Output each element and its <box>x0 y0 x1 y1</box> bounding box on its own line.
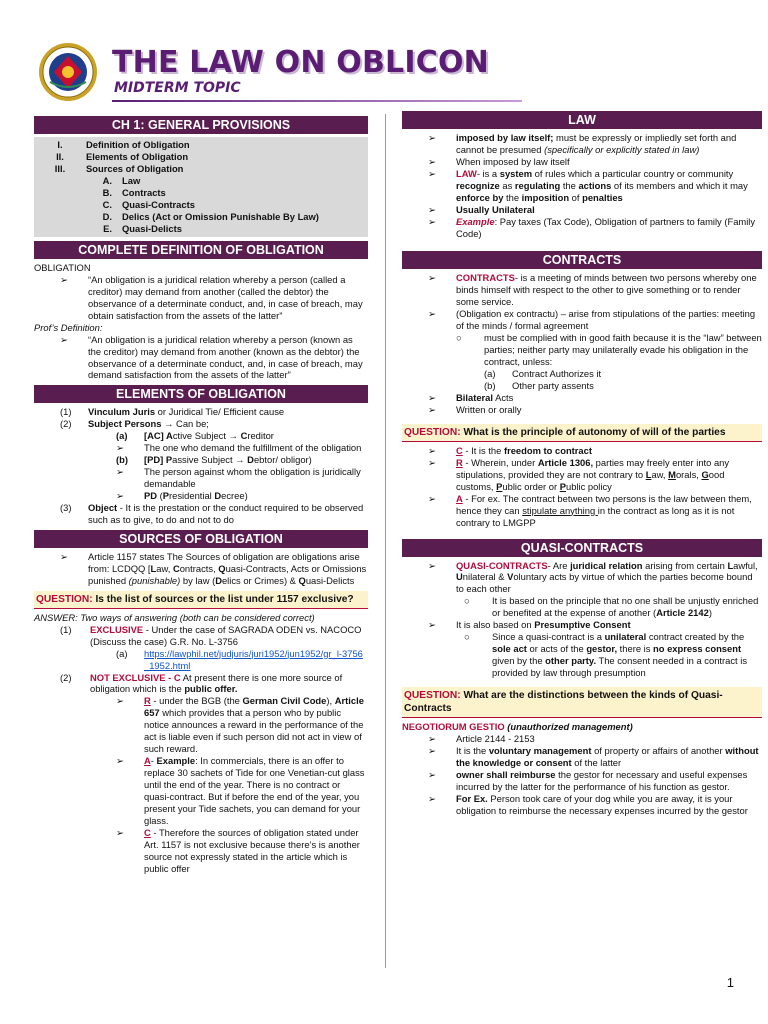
crac-item: ➢ A - For ex. The contract between two persons is the law between them, hence they can stipulate anything in the contract as long as it is not contrary to LMGPP <box>428 492 752 528</box>
negotiorum-gestio-title: NEGOTIORUM GESTIO (unauthorized management) <box>402 721 633 733</box>
right-column <box>402 114 762 817</box>
sources-heading: SOURCES OF OBLIGATION <box>34 530 368 548</box>
toc-subitem: C. Quasi-Contracts <box>102 199 195 210</box>
law-item: ➢ Example: Pay taxes (Tax Code), Obligation of partners to family (Family Code) <box>428 215 756 239</box>
law-item: ➢ imposed by law itself; must be expressly or impliedly set forth and cannot be presumed (specifically or explicitly stated in law) <box>428 132 737 155</box>
law-item: ➢ LAW- is a system of rules which a particular country or community recognize as regulating the actions of its members and which it may enforce by the imposition of penalties <box>428 167 748 203</box>
answer-item: (2) NOT EXCLUSIVE - C At present there is one more source of obligation which is the public offer. <box>60 671 343 695</box>
toc-item: II. Elements of Obligation <box>56 151 189 162</box>
element-detail: ➢ The one who demand the fulfillment of the obligation <box>116 442 362 454</box>
quasi-subitem: ○ It is based on the principle that no one shall be unjustly enriched or benefited at the expense of another (Article 2142) <box>464 595 759 619</box>
contracts-item: ➢ Bilateral Acts <box>428 391 514 403</box>
title-underline <box>112 100 522 102</box>
obligation-label: OBLIGATION <box>34 262 91 273</box>
toc-item: III. Sources of Obligation <box>54 163 184 174</box>
contracts-item: ➢ CONTRACTS- is a meeting of minds between two persons whereby one binds himself with respect to the other to give something or to render some service. <box>428 272 757 308</box>
toc-subitem: B. Contracts <box>102 187 166 198</box>
contracts-subitem: ○ must be complied with in good faith because it is the “law” between parties; neither party may unilaterally evade his obligation in the contract, unless: <box>456 332 762 367</box>
element-item: (3) Object - It is the prestation or the conduct required to be observed such as to give, to do and not to do <box>60 501 364 525</box>
contracts-subsubitem: (a) Contract Authorizes it <box>484 367 602 379</box>
contracts-subsubitem: (b) Other party assents <box>484 379 594 391</box>
law-item: ➢ Usually Unilateral <box>428 203 535 215</box>
case-link[interactable]: https://lawphil.net/judjuris/juri1952/jun1952/gr_l-3756_1952.html <box>144 647 363 671</box>
column-divider <box>385 114 386 968</box>
prof-definition-label: Prof’s Definition: <box>34 321 103 333</box>
page-number: 1 <box>726 975 734 990</box>
crac-item: ➢ R - Wherein, under Article 1306, parties may freely enter into any stipulations, provided they are not contrary to Law, Morals, Good customs, Public order or Public policy <box>428 456 730 492</box>
prof-definition-quote: ➢ “An obligation is a juridical relation whereby a person (known as the creditor) may demand from another (known as the debtor) the observance of a determinate conduct, and, in case of breach, may demand satisfaction from the assets of the latter” <box>60 333 363 381</box>
elements-heading: ELEMENTS OF OBLIGATION <box>34 385 368 403</box>
element-subitem: (a) [AC] Active Subject → Creditor <box>116 430 274 442</box>
element-item: (2) Subject Persons → Can be; <box>60 418 209 430</box>
answer-label: ANSWER: Two ways of answering (both can be considered correct) <box>34 611 315 623</box>
university-seal-icon <box>38 42 98 102</box>
toc-list <box>34 137 368 237</box>
gestio-item: ➢ Article 2144 - 2153 <box>428 733 535 745</box>
case-link-item: (a) https://lawphil.net/judjuris/juri1952/jun1952/gr_l-3756_1952.html <box>34 648 368 672</box>
toc-subitem: D. Delics (Act or Omission Punishable By Law) <box>102 211 319 222</box>
toc-subitem: E. Quasi-Delicts <box>103 223 182 234</box>
definition-quote: ➢ “An obligation is a juridical relation whereby a person (called a creditor) may demand from another (called the debtor) the observance of a determinate conduct, and, in case of breach, may obtain satisfaction from the assets of the latter” <box>60 273 363 321</box>
question-box: QUESTION: What are the distinctions between the kinds of Quasi-Contracts <box>402 687 762 719</box>
element-item: (1) Vinculum Juris or Juridical Tie/ Efficient cause <box>60 406 285 418</box>
page-title: THE LAW ON OBLICON <box>112 45 489 80</box>
ch1-heading: CH 1: GENERAL PROVISIONS <box>34 116 368 134</box>
toc-subitem: A. Law <box>102 175 141 186</box>
quasi-subitem: ○ Since a quasi-contract is a unilateral contract created by the sole act or acts of the gestor, there is no express consent given by the other party. The consent needed in a contract is provided by law through presumption <box>464 631 748 678</box>
element-subitem: (b) [PD] Passive Subject → Debtor/ obligor) <box>116 454 312 466</box>
toc-item: I. Definition of Obligation <box>57 139 190 150</box>
crac-item: ➢ C - It is the freedom to contract <box>428 444 592 456</box>
question-box: QUESTION: What is the principle of autonomy of will of the parties <box>402 424 762 442</box>
gestio-item: ➢ owner shall reimburse the gestor for necessary and useful expenses incurred by the latter for the performance of his function as gestor. <box>428 769 748 793</box>
law-heading: LAW <box>402 111 762 129</box>
answer-item: (1) EXCLUSIVE - Under the case of SAGRADA ODEN vs. NACOCO (Discuss the case) G.R. No. L-3756 <box>60 623 362 647</box>
question-box: QUESTION: Is the list of sources or the list under 1157 exclusive? <box>34 591 368 609</box>
element-detail: ➢ The person against whom the obligation is juridically demandable <box>116 466 361 489</box>
element-detail: ➢ PD (Presidential Decree) <box>116 489 248 501</box>
definition-heading: COMPLETE DEFINITION OF OBLIGATION <box>34 241 368 259</box>
rac-item: ➢ C - Therefore the sources of obligation stated under Art. 1157 is not exclusive because there’s is another source not expressly stated in the article which is public offer <box>116 826 360 874</box>
quasi-contracts-heading: QUASI-CONTRACTS <box>402 539 762 557</box>
quasi-item: ➢ QUASI-CONTRACTS- Are juridical relation arising from certain Lawful, Unilateral & Voluntary acts by virtue of which the parties become bound to each other <box>428 559 758 595</box>
gestio-item: ➢ It is the voluntary management of property or affairs of another without the knowledge or consent of the latter <box>428 745 759 769</box>
toc-sublist <box>34 175 368 235</box>
page-subtitle: MIDTERM TOPIC <box>114 80 241 96</box>
law-item: ➢ When imposed by law itself <box>428 155 570 167</box>
sources-article: ➢ Article 1157 states The Sources of obligation are obligations arise from: LCDQQ [Law, Contracts, Quasi-Contracts, Acts or Omissions punished (punishable) by law (Delics or Crimes) & Quasi-Delicts <box>60 550 367 586</box>
contracts-item: ➢ Written or orally <box>428 403 522 415</box>
contracts-heading: CONTRACTS <box>402 251 762 269</box>
page-header <box>0 0 768 110</box>
quasi-item: ➢ It is also based on Presumptive Consent <box>428 619 631 631</box>
rac-item: ➢ R - under the BGB (the German Civil Code), Article 657 which provides that a person who by public notice announces a reward in the performance of the act is liable even if such person did not act in view of such reward. <box>116 695 364 755</box>
contracts-item: ➢ (Obligation ex contractu) – arise from stipulations of the parties: meeting of the minds / formal agreement <box>428 308 756 332</box>
gestio-item: ➢ For Ex. Person took care of your dog while you are away, it is your obligation to reimburse the necessary expenses incurred by the gestor <box>428 793 748 816</box>
left-column <box>34 114 368 874</box>
rac-item: ➢ A- Example: In commercials, there is an offer to replace 30 sachets of Tide for one Venetian-cut glass until the end of the year. There is no contract or quasi-contract. But if before the end of the year, you present your Tide sachets, you can demand for your glass. <box>116 755 365 826</box>
